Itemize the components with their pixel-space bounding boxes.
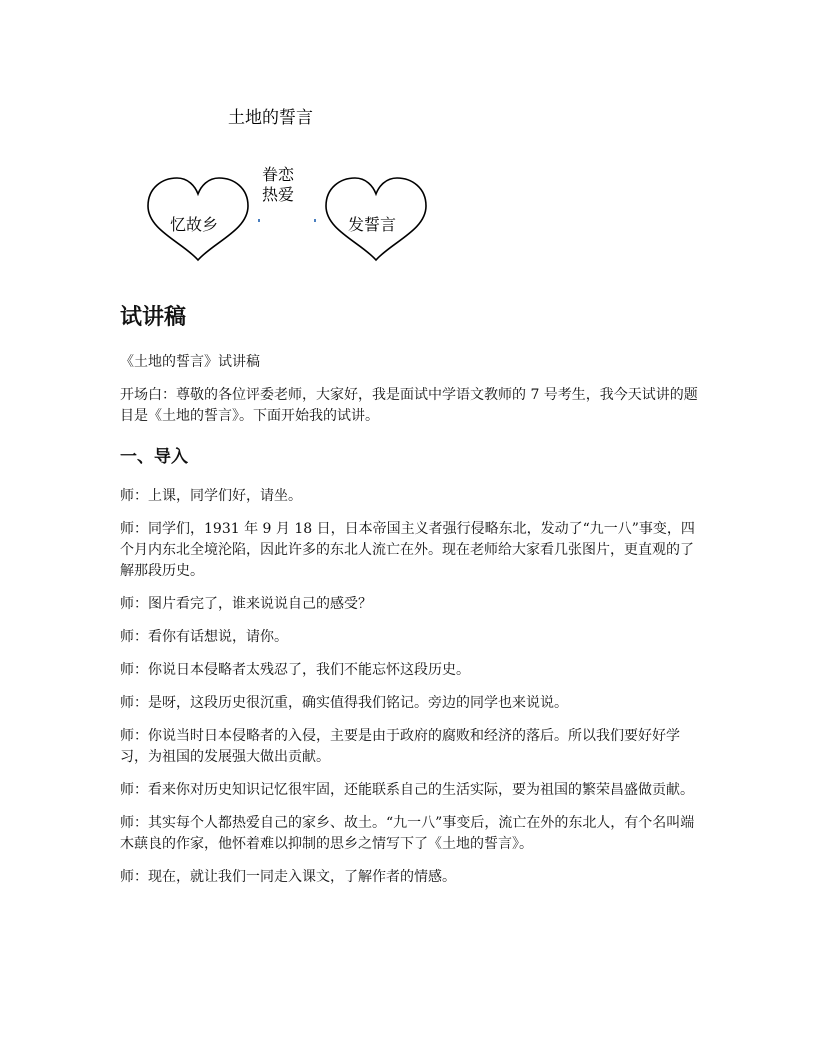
paragraph: 师：你说日本侵略者太残忍了，我们不能忘怀这段历史。 xyxy=(120,662,470,678)
paragraph: 师：其实每个人都热爱自己的家乡、故土。“九一八”事变后，流亡在外的东北人，有个名叫端木蕻良的作家，他怀着难以抑制的思乡之情写下了《土地的誓言》。 xyxy=(120,815,695,852)
connector-dot-left xyxy=(258,219,260,222)
paragraph: 师：你说当时日本侵略者的入侵，主要是由于政府的腐败和经济的落后。所以我们要好好学习，为祖国的发展强大做出贡献。 xyxy=(120,728,680,765)
middle-label-line1: 眷恋 xyxy=(262,165,295,184)
right-heart-label: 发誓言 xyxy=(348,215,397,234)
diagram-title: 土地的誓言 xyxy=(228,108,313,128)
paragraph: 师：上课，同学们好，请坐。 xyxy=(120,488,302,504)
paragraph: 师：是呀，这段历史很沉重，确实值得我们铭记。旁边的同学也来说说。 xyxy=(120,695,568,711)
paragraph: 师：现在，就让我们一同走入课文，了解作者的情感。 xyxy=(120,869,456,885)
paragraph: 师：图片看完了，谁来说说自己的感受？ xyxy=(120,596,372,612)
middle-label xyxy=(262,165,294,205)
document-body xyxy=(120,352,700,900)
page-title: 试讲稿 xyxy=(120,305,187,330)
section-heading: 一、导入 xyxy=(120,447,188,467)
left-heart-label: 忆故乡 xyxy=(170,215,219,234)
paragraph: 师：同学们，1931 年 9 月 18 日，日本帝国主义者强行侵略东北，发动了“九一八”事变，四个月内东北全境沦陷，因此许多的东北人流亡在外。现在老师给大家看几张图片，更直观的了解那段历史。 xyxy=(120,521,695,579)
paragraph: 师：看你有话想说，请你。 xyxy=(120,629,288,645)
connector-dot-right xyxy=(314,219,316,222)
opening-paragraph: 开场白：尊敬的各位评委老师，大家好，我是面试中学语文教师的 7 号考生，我今天试讲的题目是《土地的誓言》。下面开始我的试讲。 xyxy=(120,387,698,424)
paragraph: 师：看来你对历史知识记忆很牢固，还能联系自己的生活实际，要为祖国的繁荣昌盛做贡献。 xyxy=(120,782,694,798)
middle-label-line2: 热爱 xyxy=(262,185,295,204)
subtitle: 《土地的誓言》试讲稿 xyxy=(120,354,260,370)
